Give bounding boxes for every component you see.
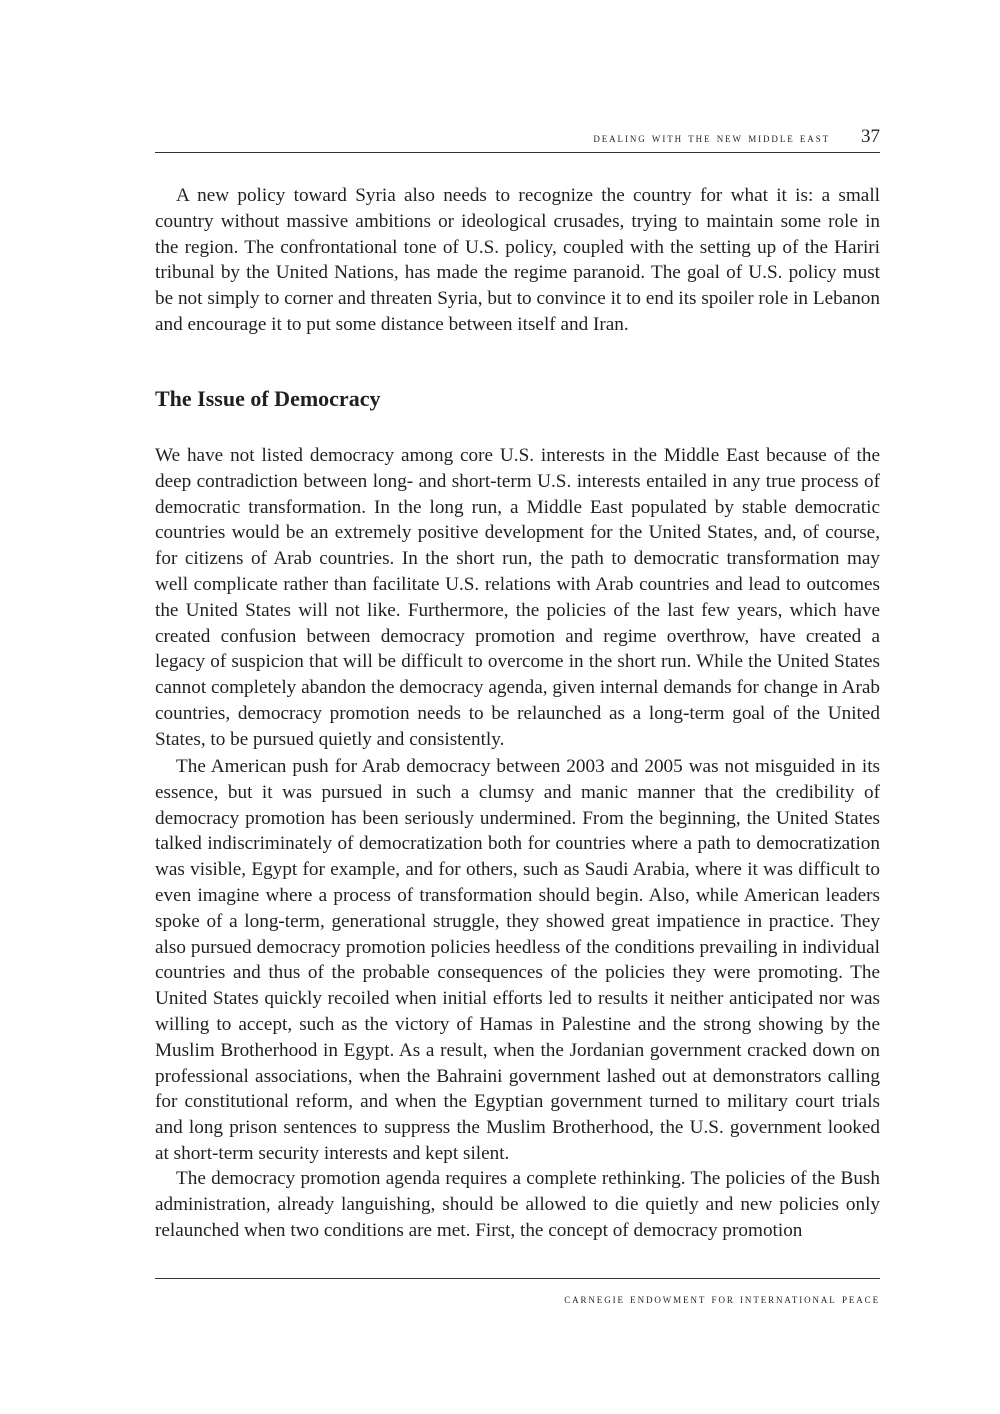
section-heading: The Issue of Democracy [155, 386, 381, 411]
publisher-name: carnegie endowment for international peace [564, 1291, 880, 1306]
paragraph-syria-policy: A new policy toward Syria also needs to recognize the country for what it is: a small country without massive ambitions or ideological crusades, trying to maintain some role in the region. The confrontational tone of U.S. policy, coupled with the setting up of the Hariri tribunal by the United Nations, has made the regime paranoid. The goal of U.S. policy must be not simply to corner and threaten Syria, but to convince it to end its spoiler role in Lebanon and encourage it to put some distance between itself and Iran. [155, 185, 880, 335]
running-title: dealing with the new middle east [593, 130, 830, 145]
paragraph-democracy-interests: We have not listed democracy among core U.S. interests in the Middle East because of the deep contradiction between long- and short-term U.S. interests entailed in any true process of democratic transformation. In the long run, a Middle East populated by stable democratic countries would be an extremely positive development for the United States, and, of course, for citizens of Arab countries. In the short run, the path to democratic transformation may well complicate rather than facilitate U.S. relations with Arab countries and lead to outcomes the United States will not like. Furthermore, the policies of the last few years, which have created confusion between democracy promotion and regime overthrow, have created a legacy of suspicion that will be difficult to overcome in the short run. While the United States cannot completely abandon the democracy agenda, given internal demands for change in Arab countries, democracy promotion needs to be relaunched as a long-term goal of the United States, to be pursued quietly and consistently. [155, 445, 880, 750]
page-number: 37 [861, 126, 880, 147]
paragraph-american-push: The American push for Arab democracy between 2003 and 2005 was not misguided in its essence, but it was pursued in such a clumsy and manic manner that the credibility of democracy promotion has been seriously undermined. From the beginning, the United States talked indiscriminately of democratization both for countries where a path to democratization was visible, Egypt for example, and for others, such as Saudi Arabia, where it was difficult to even imagine where a process of transformation should begin. Also, while American leaders spoke of a long-term, generational struggle, they showed great impatience in practice. They also pursued democracy promotion policies heedless of the conditions prevailing in individual countries and thus of the probable consequences of the policies they were promoting. The United States quickly recoiled when initial efforts led to results it neither anticipated nor was willing to accept, such as the victory of Hamas in Palestine and the strong showing by the Muslim Brotherhood in Egypt. As a result, when the Jordanian government cracked down on professional associations, when the Bahraini government lashed out at demonstrators calling for constitutional reform, and when the Egyptian government turned to military court trials and long prison sentences to suppress the Muslim Brotherhood, the U.S. government looked at short-term security interests and kept silent. [155, 756, 880, 1164]
page-footer [155, 1278, 880, 1306]
running-header [155, 126, 880, 153]
paragraph-rethinking: The democracy promotion agenda requires a complete rethinking. The policies of the Bush administration, already languishing, should be allowed to die quietly and new policies only relaunched when two conditions are met. First, the concept of democracy promotion [155, 1168, 880, 1241]
